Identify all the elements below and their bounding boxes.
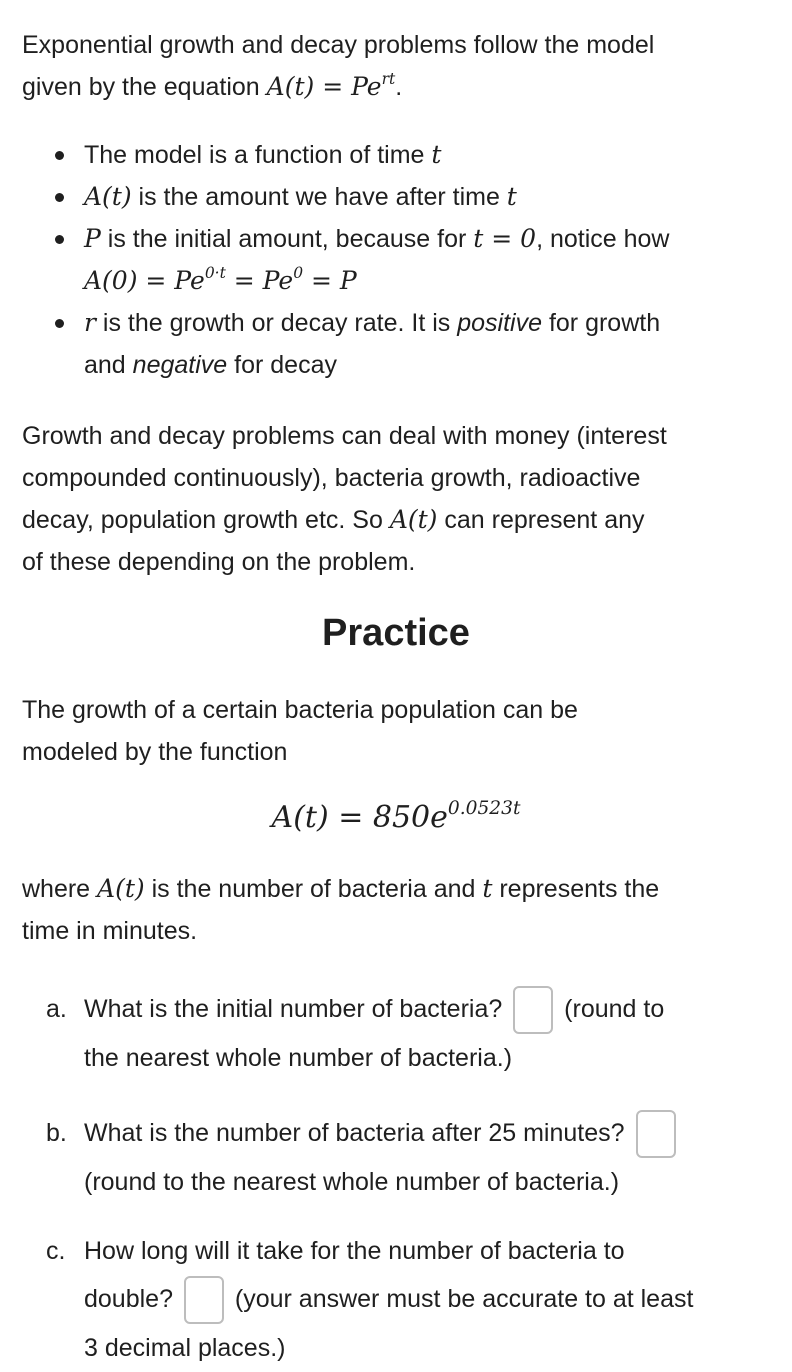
problem-definition: where A(t) is the number of bacteria and t represents the time in minutes.: [22, 874, 660, 945]
question-c: c. How long will it take for the number of bacteria to double? (your answer must be accurate to at least 3 decimal places.): [46, 1237, 694, 1363]
model-equation: $A(t) = Pe^{rt}$: [266, 70, 396, 101]
intro-line-2-text: given by the equation: [22, 73, 267, 101]
applications-paragraph: Growth and decay problems can deal with money (interest compounded continuously), bacteria growth, radioactive decay, population growth etc. So A(t) can represent any of these depending on the problem.: [22, 422, 667, 576]
answer-input-b[interactable]: [636, 1110, 676, 1158]
bullet-icon: [55, 235, 64, 244]
list-item: P is the initial amount, because for t = 0, notice how $A(0) = Pe^{0\cdot t} = Pe^0 = P$: [50, 218, 770, 302]
question-a: a. What is the initial number of bacteria? (round to the nearest whole number of bacteria.): [40, 985, 770, 1082]
list-item: The model is a function of time t: [50, 134, 770, 176]
answer-input-c[interactable]: [184, 1276, 224, 1324]
bullet-icon: [55, 151, 64, 160]
intro-line-1: Exponential growth and decay problems follow the model: [22, 31, 655, 59]
answer-input-a[interactable]: [513, 986, 553, 1034]
model-bullet-list: [50, 134, 770, 386]
bullet-icon: [55, 319, 64, 328]
problem-statement: The growth of a certain bacteria population can be modeled by the function: [22, 696, 578, 766]
bullet-icon: [55, 193, 64, 202]
bacteria-equation: $A(t) = 850e^{0.0523t}$: [271, 797, 521, 835]
practice-heading: Practice: [322, 612, 470, 654]
list-item: r is the growth or decay rate. It is positive for growth and negative for decay: [50, 302, 770, 386]
question-b: b. What is the number of bacteria after 25 minutes? (round to the nearest whole number of bacteria.): [40, 1109, 770, 1206]
list-item: A(t) is the amount we have after time t: [50, 176, 770, 218]
intro-paragraph: Exponential growth and decay problems follow the model given by the equation $A(t) = Pe^{rt}$.: [22, 31, 655, 101]
initial-amount-equation: $A(0) = Pe^{0\cdot t} = Pe^0 = P$: [84, 264, 357, 295]
